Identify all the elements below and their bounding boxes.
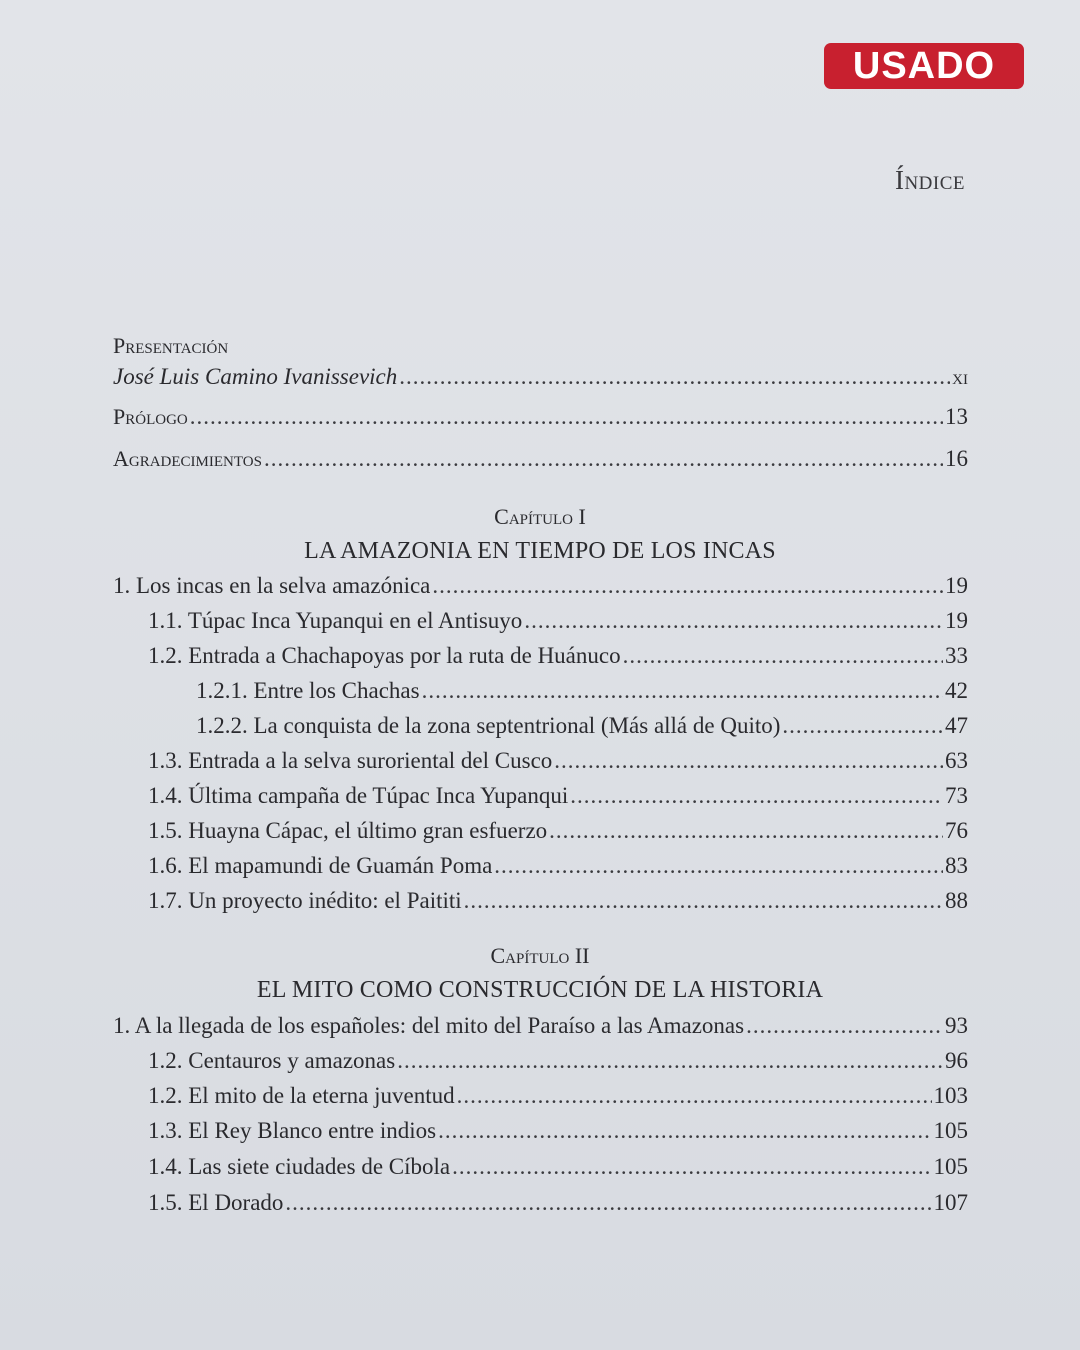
toc-entry-page: 19: [945, 608, 968, 633]
presentation-heading: Presentación: [113, 333, 229, 358]
toc-entry-label: 1.1. Túpac Inca Yupanqui en el Antisuyo: [148, 608, 523, 633]
toc-entry: [148, 1190, 968, 1216]
toc-entry: [148, 818, 968, 844]
toc-entry-label: 1.2.2. La conquista de la zona septentrional (Más allá de Quito): [196, 713, 781, 738]
leader-dots: [524, 608, 943, 634]
toc-entry-page: xi: [952, 364, 968, 389]
leader-dots: [549, 818, 943, 844]
toc-entry-label: 1.4. Las siete ciudades de Cíbola: [148, 1154, 451, 1179]
leader-dots: [623, 643, 943, 669]
toc-entry-page: 76: [945, 818, 968, 843]
leader-dots: [554, 748, 943, 774]
toc-entry-label: 1. A la llegada de los españoles: del mito del Paraíso a las Amazonas: [113, 1013, 745, 1038]
toc-entry-page: 16: [945, 446, 968, 471]
toc-entry-page: 83: [945, 853, 968, 878]
leader-dots: [746, 1013, 943, 1039]
toc-entry: [148, 1048, 968, 1074]
toc-entry: [148, 643, 968, 669]
toc-entry-page: 73: [945, 783, 968, 808]
leader-dots: [285, 1190, 931, 1216]
toc-entry-label: 1.5. Huayna Cápac, el último gran esfuerzo: [148, 818, 548, 843]
leader-dots: [782, 713, 943, 739]
chapter-1-label: Capítulo I: [494, 504, 586, 529]
toc-entry-label: José Luis Camino Ivanissevich: [113, 364, 398, 389]
toc-entry: [148, 783, 968, 809]
chapter-1-title: LA AMAZONIA EN TIEMPO DE LOS INCAS: [304, 538, 776, 564]
leader-dots: [457, 1083, 932, 1109]
toc-entry-page: 105: [933, 1154, 968, 1179]
toc-entry-acknowledgements: [113, 446, 968, 472]
toc-entry: [196, 678, 968, 704]
toc-entry-page: 33: [945, 643, 968, 668]
toc-entry-label: Agradecimientos: [113, 446, 262, 471]
toc-entry-page: 13: [945, 404, 968, 429]
leader-dots: [438, 1118, 931, 1144]
page-title: Índice: [894, 165, 965, 195]
toc-entry-label: 1.2. Entrada a Chachapoyas por la ruta de Huánuco: [148, 643, 621, 668]
leader-dots: [570, 783, 943, 809]
leader-dots: [422, 678, 943, 704]
leader-dots: [494, 853, 943, 879]
toc-entry-page: 93: [945, 1013, 968, 1038]
toc-entry: [148, 888, 968, 914]
toc-entry: [148, 608, 968, 634]
toc-entry-prologue: [113, 404, 968, 430]
leader-dots: [190, 404, 943, 430]
toc-entry: [148, 1118, 968, 1144]
chapter-2-label: Capítulo II: [490, 943, 590, 968]
toc-entry-page: 88: [945, 888, 968, 913]
toc-entry-page: 47: [945, 713, 968, 738]
toc-entry-label: 1.6. El mapamundi de Guamán Poma: [148, 853, 493, 878]
toc-entry-presentation-author: [113, 364, 968, 390]
toc-entry-label: 1.2.1. Entre los Chachas: [196, 678, 420, 703]
toc-entry-page: 103: [933, 1083, 968, 1108]
leader-dots: [464, 888, 943, 914]
toc-entry-label: 1.4. Última campaña de Túpac Inca Yupanqui: [148, 783, 569, 808]
toc-entry: [113, 573, 968, 599]
toc-entry-label: 1.2. El mito de la eterna juventud: [148, 1083, 455, 1108]
toc-entry-page: 105: [933, 1118, 968, 1143]
toc-entry: [113, 1013, 968, 1039]
leader-dots: [432, 573, 943, 599]
toc-entry: [148, 1083, 968, 1109]
toc-entry-page: 63: [945, 748, 968, 773]
toc-entry-page: 42: [945, 678, 968, 703]
toc-entry: [196, 713, 968, 739]
leader-dots: [264, 446, 943, 472]
toc-entry: [148, 748, 968, 774]
toc-entry-label: 1. Los incas en la selva amazónica: [113, 573, 431, 598]
toc-entry-label: 1.5. El Dorado: [148, 1190, 284, 1215]
leader-dots: [452, 1154, 931, 1180]
toc-entry-label: 1.3. Entrada a la selva suroriental del Cusco: [148, 748, 553, 773]
toc-entry-page: 19: [945, 573, 968, 598]
toc-entry: [148, 1154, 968, 1180]
leader-dots: [397, 1048, 943, 1074]
chapter-2-title: EL MITO COMO CONSTRUCCIÓN DE LA HISTORIA: [256, 977, 824, 1003]
toc-entry-label: Prólogo: [113, 404, 188, 429]
toc-entry-page: 96: [945, 1048, 968, 1073]
toc-entry-label: 1.2. Centauros y amazonas: [148, 1048, 396, 1073]
used-badge: USADO: [824, 43, 1024, 89]
toc-entry-label: 1.3. El Rey Blanco entre indios: [148, 1118, 437, 1143]
toc-entry: [148, 853, 968, 879]
toc-entry-label: 1.7. Un proyecto inédito: el Paititi: [148, 888, 462, 913]
leader-dots: [399, 364, 950, 390]
toc-entry-page: 107: [933, 1190, 968, 1215]
